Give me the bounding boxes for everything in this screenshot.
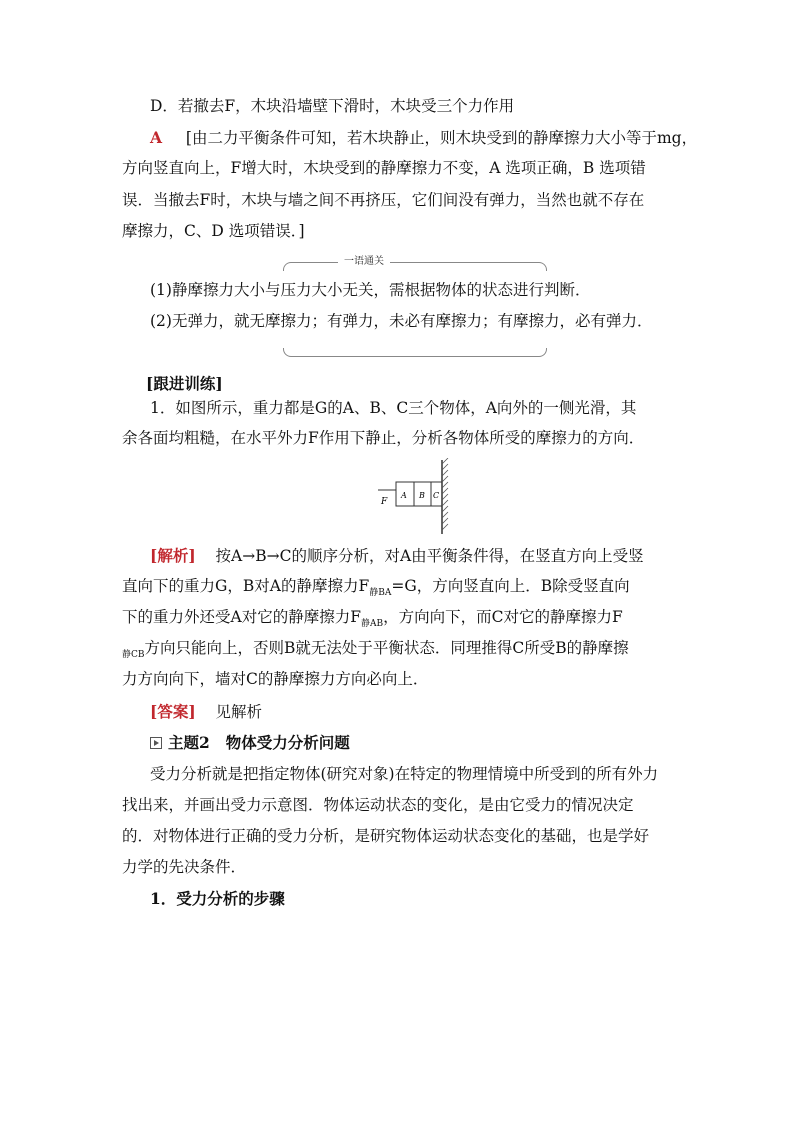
topic-heading: 主题2 物体受力分析问题: [150, 733, 350, 753]
force-label: F: [381, 497, 388, 507]
question-1-line-2: 余各面均粗糙，在水平外力F作用下静止，分析各物体所受的摩擦力的方向．: [122, 429, 645, 447]
answer-tag: [答案]: [150, 702, 196, 721]
analysis-line-2: 直向下的重力G，B对A的静摩擦力$F_{静BA}=G$，方向竖直向上．B除受竖直向: [122, 577, 630, 598]
explanation-line-2: 方向竖直向上，F增大时，木块受到的静摩擦力不变，A 选项正确，B 选项错: [122, 159, 646, 177]
wall-hatch: [442, 458, 448, 530]
block-a-label: A: [401, 491, 407, 500]
explanation-line-3: 误．当撤去F时，木块与墙之间不再挤压，它们间没有弹力，当然也就不存在: [122, 191, 645, 209]
analysis-line-3: 下的重力外还受A对它的静摩擦力$F_{静AB}$，方向向下，而C对它的静摩擦力F: [122, 608, 623, 629]
explanation-line-1: A [由二力平衡条件可知，若木块静止，则木块受到的静摩擦力大小等于mg，: [150, 128, 698, 147]
block-c-label: C: [433, 491, 440, 500]
note-point-2: (2)无弹力，就无摩擦力；有弹力，未必有摩擦力；有摩擦力，必有弹力．: [150, 312, 653, 330]
explanation-line-4: 摩擦力，C、D 选项错误．]: [122, 222, 305, 240]
analysis-line-1: [解析] 按A→B→C的顺序分析，对A由平衡条件得，在竖直方向上受竖: [150, 546, 644, 565]
blocks-figure: [370, 458, 450, 536]
body-line-1: 受力分析就是把指定物体(研究对象)在特定的物理情境中所受到的所有外力: [150, 765, 659, 783]
analysis-line-5: 力方向向下，墙对C的静摩擦力方向必向上．: [122, 670, 429, 688]
analysis-tag: [解析]: [150, 546, 196, 565]
note-box-title: 一语通关: [338, 256, 390, 268]
analysis-line-4: $_{静CB}$方向只能向上，否则B就无法处于平衡状态．同理推得C所受B的静摩擦: [122, 639, 629, 660]
body-line-3: 的．对物体进行正确的受力分析，是研究物体运动状态变化的基础，也是学好: [122, 827, 650, 845]
answer-letter: A: [150, 128, 163, 147]
note-box-top-border: [283, 262, 547, 271]
block-b-label: B: [419, 491, 425, 500]
question-1-line-1: 1．如图所示，重力都是G的A、B、C三个物体，A向外的一侧光滑，其: [150, 399, 637, 417]
steps-heading: 1．受力分析的步骤: [150, 889, 285, 908]
note-point-1: (1)静摩擦力大小与压力大小无关，需根据物体的状态进行判断．: [150, 281, 591, 299]
body-line-2: 找出来，并画出受力示意图．物体运动状态的变化，是由它受力的情况决定: [122, 796, 634, 814]
option-d: D．若撤去F，木块沿墙壁下滑时，木块受三个力作用: [150, 97, 515, 115]
body-line-4: 力学的先决条件．: [122, 858, 247, 876]
answer-line: [150, 702, 262, 722]
play-triangle-icon: [150, 737, 162, 749]
training-label: [跟进训练]: [146, 374, 223, 393]
answer-text: 见解析: [215, 703, 263, 721]
note-box-bottom-border: [283, 348, 547, 357]
